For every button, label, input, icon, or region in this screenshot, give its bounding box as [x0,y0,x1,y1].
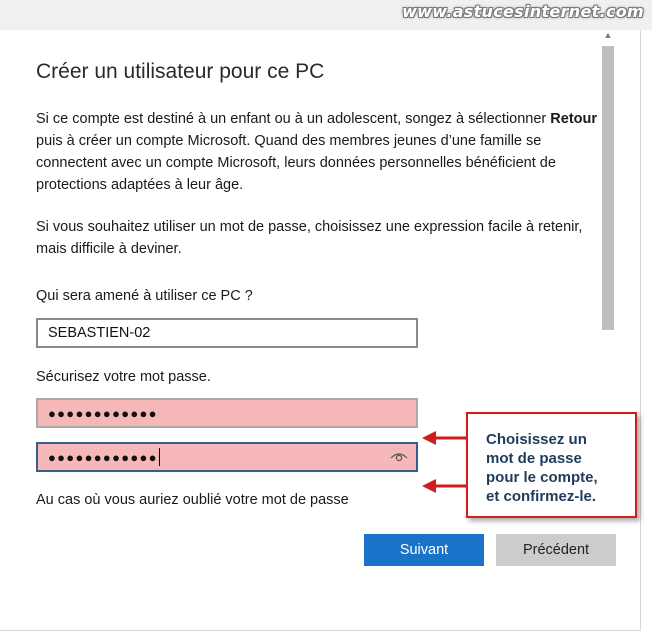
password-hint-label: Au cas où vous auriez oublié votre mot de passe [36,492,349,508]
red-arrow-icon [422,431,466,445]
text-caret [159,448,160,466]
intro-line-4: protections adaptées à leur âge. [36,177,244,193]
intro-line-2: puis à créer un compte Microsoft. Quand des membres jeunes d’une famille se [36,133,542,149]
eye-icon[interactable] [390,450,408,464]
callout-line-2: mot de passe [486,450,582,467]
scrollbar-thumb[interactable] [602,46,614,330]
next-button[interactable]: Suivant [364,534,484,566]
password-input[interactable] [36,398,418,428]
annotation-callout [466,412,637,518]
intro-paragraph [36,108,597,196]
username-value: SEBASTIEN-02 [48,325,151,341]
intro-line-1: Si ce compte est destiné à un enfant ou à un adolescent, songez à sélectionner [36,111,551,127]
retour-keyword: Retour [550,111,598,127]
password-advice-paragraph [36,216,582,260]
red-arrow-icon [422,479,466,493]
password-mask: ●●●●●●●●●●●● [48,405,158,421]
confirm-password-input[interactable] [36,442,418,472]
confirm-password-mask: ●●●●●●●●●●●● [48,449,158,465]
username-input[interactable] [36,318,418,348]
advice-line-2: mais difficile à deviner. [36,241,182,257]
watermark: www.astucesinternet.com [402,2,644,21]
callout-line-4: et confirmez-le. [486,488,597,505]
page-title: Créer un utilisateur pour ce PC [36,60,325,83]
username-label: Qui sera amené à utiliser ce PC ? [36,288,253,304]
callout-line-1: Choisissez un [486,431,587,448]
advice-line-1: Si vous souhaitez utiliser un mot de passe, choisissez une expression facile à retenir, [36,219,583,235]
callout-line-3: pour le compte, [486,469,598,486]
intro-line-3: connectent avec un compte Microsoft, leurs données personnelles bénéficient de [36,155,556,171]
back-button[interactable]: Précédent [496,534,616,566]
annotation-arrows [420,422,470,494]
password-label: Sécurisez votre mot passe. [36,369,211,385]
chevron-up-icon[interactable]: ▲ [603,30,613,40]
